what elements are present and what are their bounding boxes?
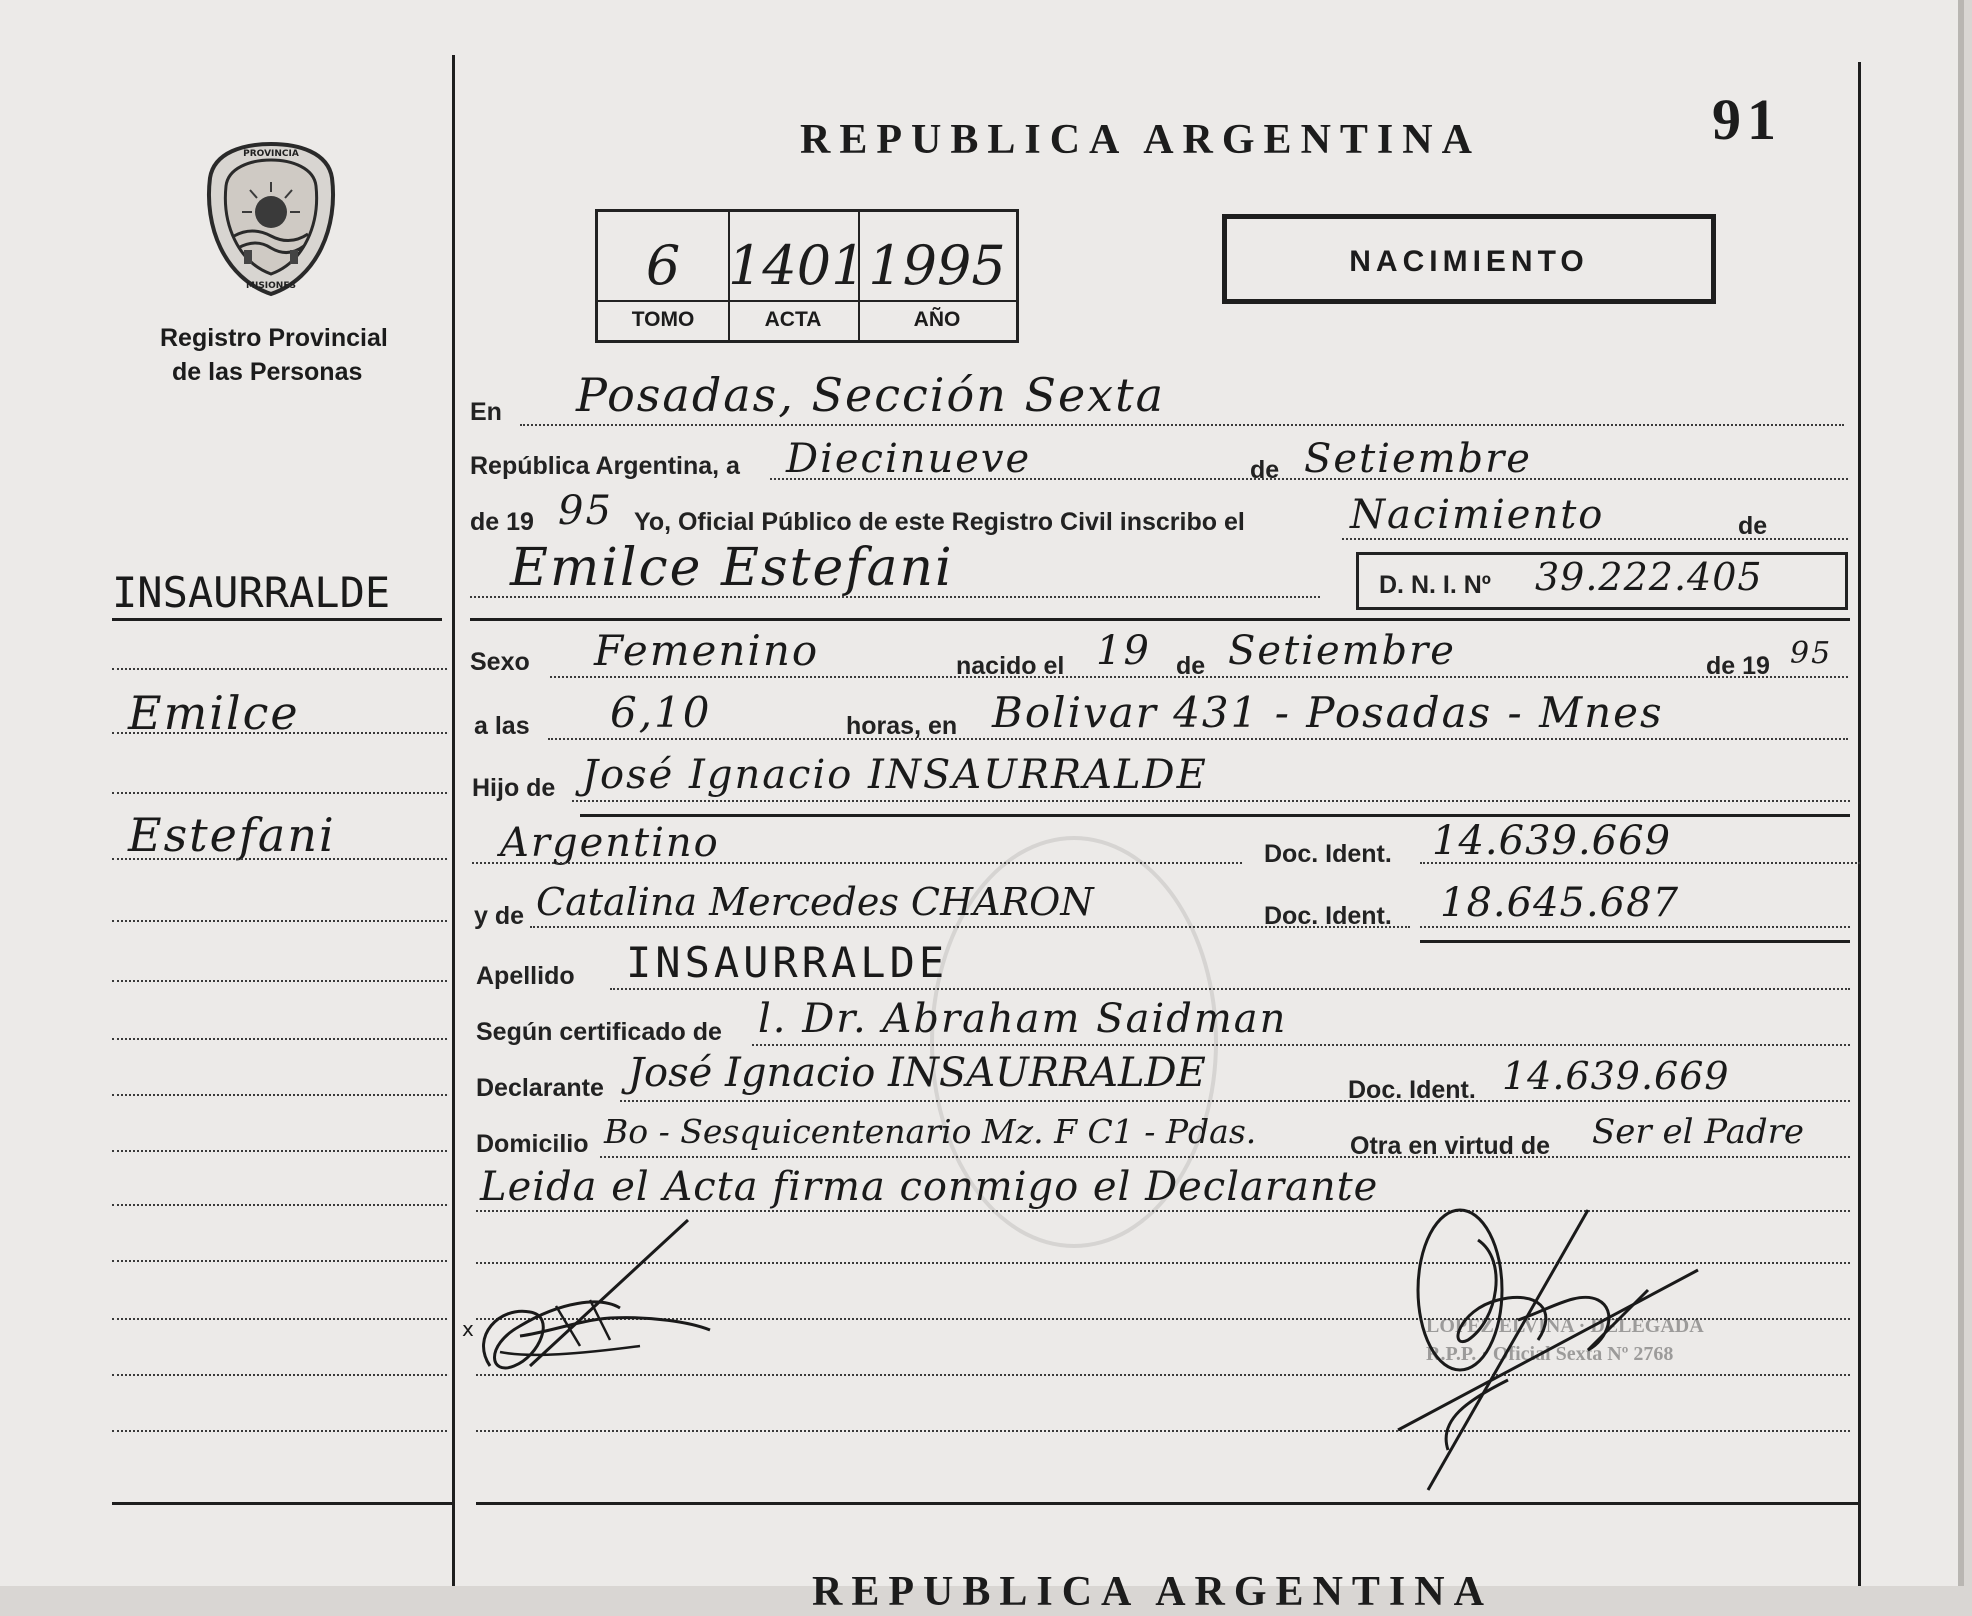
line-mother-underline [1420,940,1850,943]
margin-line [112,732,447,734]
registry-name-line1: Registro Provincial [160,324,388,352]
dni-value: 39.222.405 [1535,555,1763,599]
de-label: de [1250,456,1280,484]
declarante-label: Declarante [476,1074,604,1102]
margin-line [112,1374,447,1376]
margin-line [112,1318,447,1320]
official-text: Yo, Oficial Público de este Registro Civil inscribo el [634,508,1245,536]
apellido-label: Apellido [476,962,575,990]
line-y-de [530,926,1410,928]
record-index-box [595,209,1019,343]
anio-label: AÑO [913,308,961,331]
margin-divider [452,55,455,1586]
official-signature-icon [1388,1200,1708,1500]
dni-label: D. N. I. Nº [1379,571,1491,599]
doc-label-3: Doc. Ident. [1348,1076,1476,1104]
margin-second-name: Estefani [128,808,336,862]
margin-line [112,1038,447,1040]
doc-label: Doc. Ident. [1264,840,1392,868]
line-nationality [472,862,1242,864]
line-hijo-underline [580,814,1850,817]
mother-name-value: Catalina Mercedes CHARON [536,880,1094,924]
father-nationality-value: Argentino [500,820,720,866]
margin-line [112,980,447,982]
hijo-label: Hijo de [472,774,556,802]
declarant-doc-value: 14.639.669 [1502,1054,1730,1098]
father-name-value: José Ignacio INSAURRALDE [582,752,1208,798]
page-number: 91 [1712,87,1782,152]
margin-line [112,1430,447,1432]
event-value: Nacimiento [1350,492,1605,538]
birth-year-label: de 19 [1706,652,1770,680]
acta-cell [728,212,866,340]
otra-label: Otra en virtud de [1350,1132,1551,1160]
domicilio-label: Domicilio [476,1130,589,1158]
margin-surname-underline [112,618,442,621]
closing-note-value: Leida el Acta firma conmigo el Declarante [480,1164,1379,1210]
line-apellido [610,988,1850,990]
margin-line [112,1204,447,1206]
margin-end-rule [112,1502,452,1505]
box-divider [598,300,1016,302]
dni-box [1356,552,1848,610]
father-doc-value: 14.639.669 [1432,818,1672,864]
tomo-label: TOMO [631,308,695,331]
month-value: Setiembre [1304,436,1532,482]
birth-place-value: Bolivar 431 - Posadas - Mnes [992,688,1664,737]
year-prefix-label: de 19 [470,508,534,536]
record-type-box [1222,214,1716,304]
margin-surname: INSAURRALDE [112,568,391,617]
official-stamp-text: LOPEZ ELVINA · DELEGADA R.P.P. · Oficial Sexta Nº 2768 [1426,1315,1703,1365]
acta-value: 1401 [728,234,866,297]
tomo-cell [598,212,730,340]
svg-text:x: x [462,1317,474,1341]
registry-name-line2: de las Personas [172,358,363,386]
provincial-seal [200,138,342,300]
declarant-signature-icon [460,1216,730,1396]
birth-day-value: 19 [1096,628,1151,674]
certificate-by-value: l. Dr. Abraham Saidman [758,996,1288,1042]
y-de-label: y de [474,902,525,930]
country-title: REPUBLICA ARGENTINA [800,117,1481,163]
declarant-value: José Ignacio INSAURRALDE [628,1050,1206,1096]
apellido-value: INSAURRALDE [626,938,949,987]
misiones-coat-of-arms-icon [200,138,342,300]
line-sexo [550,676,1848,678]
place-value: Posadas, Sección Sexta [576,368,1166,422]
form-end-rule [476,1502,1860,1505]
hour-value: 6,10 [610,688,712,737]
republica-label: República Argentina, a [470,452,740,480]
margin-line [112,668,447,670]
margin-line [112,1260,447,1262]
margin-line [112,1094,447,1096]
line-a-las [548,738,1848,740]
relation-value: Ser el Padre [1592,1112,1805,1152]
mother-doc-value: 18.645.687 [1440,880,1680,926]
birth-year-suffix-value: 95 [1790,636,1833,671]
line-en [520,424,1844,426]
en-label: En [470,398,502,426]
line-domicilio [600,1156,1850,1158]
line-hijo [572,800,1850,802]
line-mother-doc [1420,926,1850,928]
line-republica [770,478,1848,480]
svg-text:MISIONES: MISIONES [246,281,296,291]
margin-line [112,920,447,922]
domicile-value: Bo - Sesquicentenario Mz. F C1 - Pdas. [604,1112,1257,1151]
record-type-label: NACIMIENTO [1349,245,1589,278]
anio-cell [858,212,1018,340]
a-las-label: a las [474,712,530,740]
horas-label: horas, en [846,712,958,740]
line-child-name [470,596,1320,598]
section-rule [470,618,1850,621]
tomo-value: 6 [645,234,681,297]
day-words-value: Diecinueve [786,436,1032,482]
sex-value: Femenino [594,626,820,675]
country-title-bottom: REPUBLICA ARGENTINA [812,1569,1493,1615]
child-name-value: Emilce Estefani [510,538,954,598]
birth-month-value: Setiembre [1228,628,1456,674]
margin-line [112,792,447,794]
de-label-3: de [1176,652,1206,680]
acta-label: ACTA [764,308,822,331]
line-certificado [752,1044,1850,1046]
doc-label-2: Doc. Ident. [1264,902,1392,930]
svg-text:PROVINCIA: PROVINCIA [243,149,299,159]
line-declarante [620,1100,1850,1102]
anio-value: 1995 [868,234,1006,297]
de-label-2: de [1738,512,1768,540]
nacido-label: nacido el [956,652,1065,680]
certificado-label: Según certificado de [476,1018,722,1046]
margin-line [112,858,447,860]
right-border-line [1858,62,1861,1586]
margin-line [112,1150,447,1152]
sexo-label: Sexo [470,648,530,676]
line-father-doc [1420,862,1860,864]
line-official [1342,538,1848,540]
margin-first-name: Emilce [128,686,300,740]
year-suffix-value: 95 [558,488,613,534]
